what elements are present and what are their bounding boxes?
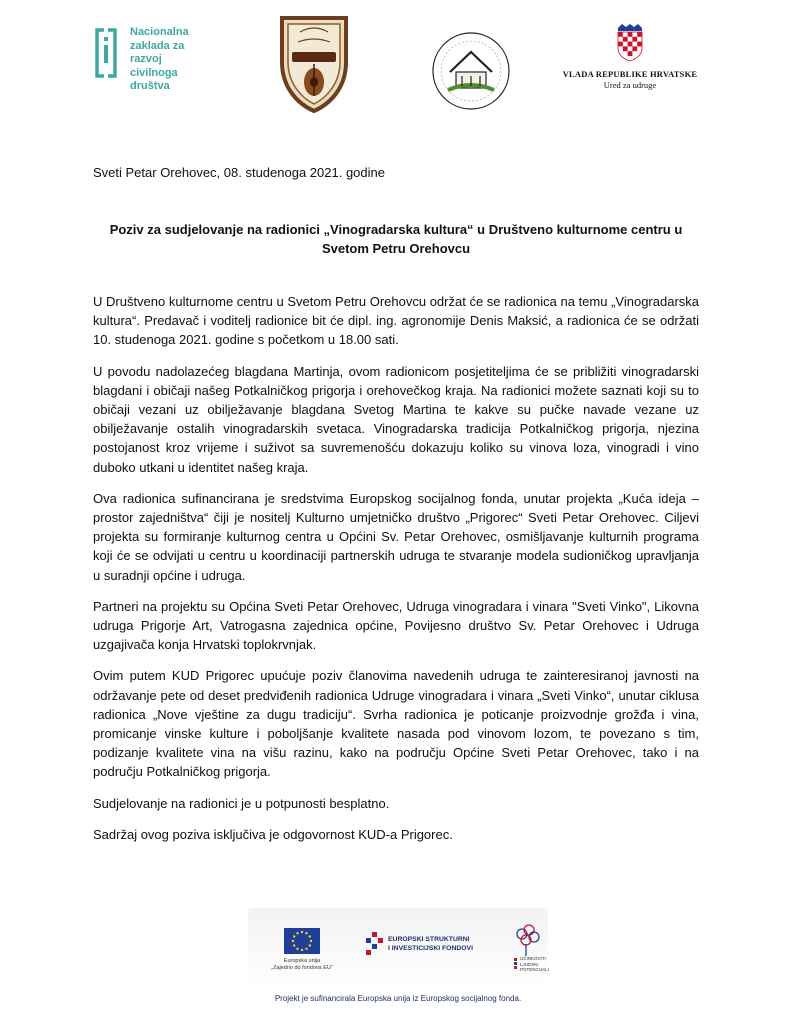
header-logos — [90, 14, 700, 124]
paragraph: Partneri na projektu su Općina Sveti Petar Orehovec, Udruga vinogradara i vinara "Sveti Vinko", Likovna udruga Prigorje Art, Vatrogasna zajednica općine, Povijesno društvo Sv. Petar Orehovec i Udruga uzgajivača konja Hrvatski toplokrvnjak. — [93, 598, 699, 653]
vlada-logo — [560, 22, 700, 102]
ncs-line: društva — [130, 80, 170, 92]
ljudski-line: LJUDSKI — [520, 961, 539, 967]
paragraph: U Društveno kulturnome centru u Svetom Petru Orehovcu održat će se radionica na temu „Vinogradarska kultura“. Predavač i voditelj radionice bit će dipl. ing. agronomije Denis Maksić, a radionica će se održati 10. studenoga 2021. godine s početkom u 18.00 sati. — [93, 294, 700, 348]
esif-line: I INVESTICIJSKI FONDOVI — [388, 944, 473, 952]
esif-text — [388, 936, 473, 953]
ljudski-text — [520, 956, 549, 973]
paragraph: Sadržaj ovog poziva isključiva je odgovornost KUD-a Prigorec. — [93, 826, 453, 842]
esif-line: EUROPSKI STRUKTURNI — [388, 936, 470, 943]
ncs-line: razvoj — [130, 53, 162, 65]
paragraph: U povodu nadolazećeg blagdana Martinja, ovom radionicom posjetiteljima će se približiti vinogradarski blagdani i običaji našeg Potkalničkog prigorja i orehovečkog kraja. Na radionici možete saznati koji su to običaji vezani uz obilježavanje blagdana Svetog Martina te kakve su pučke navade vezane uz obilježavanje ostalih vinogradarskih svetaca. Vinogradarska tradicija Potkalničkog prigorja, njezina postojanost kroz vrijeme i suživot sa suvremenošću dokazuju koliko su vinova loza, vinogradi i vino duboko utkani u identitet našeg kraja. — [93, 363, 699, 475]
eu-flag-icon — [284, 928, 320, 954]
kud-prigorec-shield-icon — [276, 14, 352, 114]
eu-caption-line: Europska unija — [283, 958, 321, 964]
ncs-bracket-icon — [94, 28, 118, 78]
paragraph: Ovim putem KUD Prigorec upućuje poziv članovima navedenih udruga te zainteresiranoj javnosti na održavanje pete od deset predviđenih radionica Udruge vinogradara i vinara „Sveti Vinko“, unutar ciklusa radionica „Nove vještine za dugu tradiciju“. Svrha radionica je poticanje proizvodnje grožđa i vina, promicanje vinske kulture i poboljšanje kvalitete nasada pod vinovom lozom, te povezano s tim, podizanje kvalitete vina na višu razinu, kako na području Općine Sveti Petar Orehovec, tako i na području Potkalničkog prigorja. — [93, 668, 699, 780]
ncs-logo — [90, 22, 200, 112]
ncs-line: zaklada za — [130, 39, 185, 52]
ljudski-line: POTENCIJALI — [520, 967, 550, 972]
funding-caption: Projekt je sufinancirala Europska unija iz Europskog socijalnog fonda. — [274, 994, 522, 1003]
ncs-line: civilnoga — [130, 66, 178, 79]
eu-caption — [270, 958, 334, 972]
paragraph: Ova radionica sufinancirana je sredstvima Europskog socijalnog fonda, unutar projekta „Kuća ideja – prostor zajedništva“ čiji je nositelj Kulturno umjetničko društvo „Prigorec“ Sveti Petar Orehovec. Ciljevi projekta su formiranje kulturnog centra u Općini Sv. Petar Orehovec, osmišljavanje kulturnih programa koji će se odvijati u centru u koordinaciji partnerskih udruga te stvaranje modela sudioničkog upravljanja u suradnji općine i udruga. — [93, 490, 699, 583]
esf-squares-icon — [366, 932, 384, 956]
ncs-logo-text — [130, 26, 189, 94]
document-title: Poziv za sudjelovanje na radionici „Vinogradarska kultura“ u Društveno kulturnome centru u Svetom Petru Orehovcu — [109, 222, 683, 256]
eu-caption-line: „Zajedno do fondova EU“ — [271, 965, 333, 971]
ncs-line: Nacionalna — [130, 26, 189, 38]
vlada-title: VLADA REPUBLIKE HRVATSKE — [562, 69, 698, 79]
date-line: Sveti Petar Orehovec, 08. studenoga 2021. godine — [93, 165, 385, 180]
croatian-coat-of-arms-icon — [616, 22, 644, 62]
ljudski-line: UČINKOVITI — [520, 956, 546, 961]
house-emblem-icon — [428, 28, 514, 114]
document-body — [93, 292, 699, 856]
paragraph: Sudjelovanje na radionici je u potpunosti besplatno. — [93, 795, 390, 811]
eu-funding-footer — [248, 908, 548, 1008]
vlada-subtitle: Ured za udruge — [603, 80, 657, 90]
